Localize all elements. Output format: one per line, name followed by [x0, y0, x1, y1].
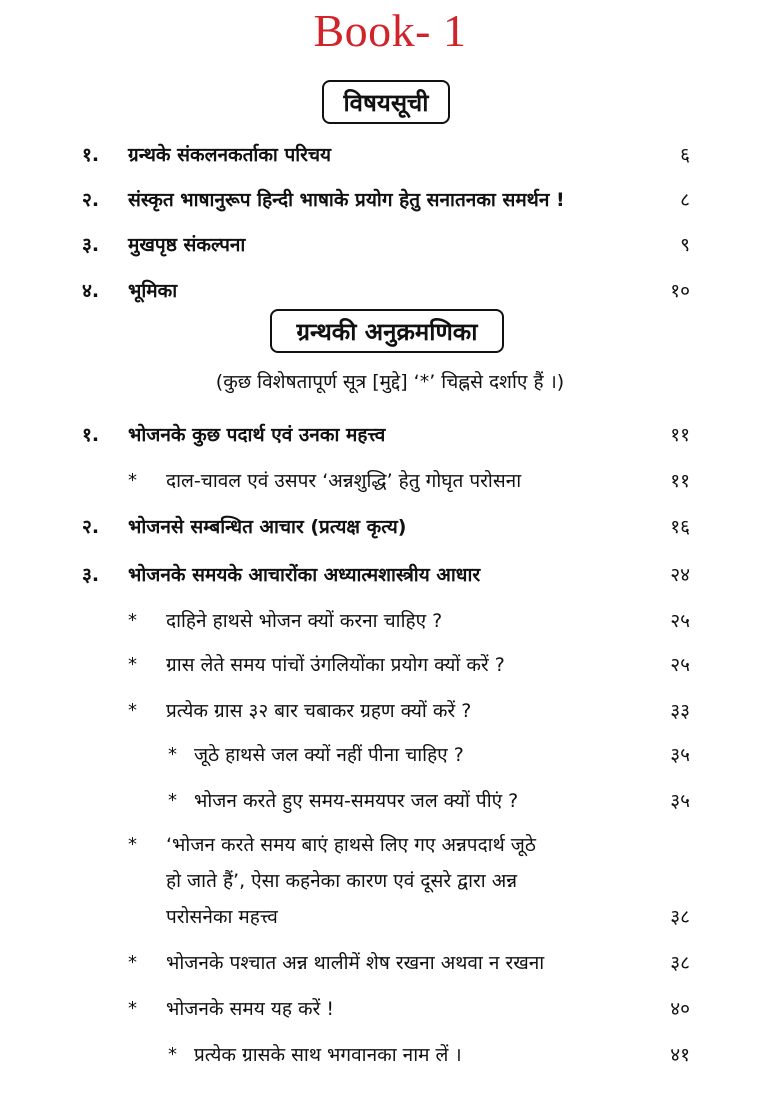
contents-heading-box	[322, 80, 450, 124]
entry-page: ३३	[670, 700, 690, 722]
entry-title: भूमिका	[128, 280, 178, 302]
entry-page: १०	[670, 280, 690, 302]
entry-page: ४१	[670, 1044, 690, 1066]
entry-title: दाहिने हाथसे भोजन क्यों करना चाहिए ?	[166, 610, 443, 632]
entry-page: ११	[670, 470, 690, 492]
entry-number: ३.	[82, 234, 100, 256]
index-heading: ग्रन्थकी अनुक्रमणिका	[296, 317, 478, 346]
index-row[interactable]	[0, 606, 780, 636]
entry-page: २४	[670, 564, 690, 586]
asterisk-marker-icon: *	[128, 654, 137, 675]
entry-title: भोजन करते हुए समय-समयपर जल क्यों पीएं ?	[194, 790, 519, 812]
entry-number: २.	[82, 189, 100, 211]
contents-row[interactable]	[0, 140, 780, 170]
entry-page: ३८	[670, 906, 690, 928]
index-row[interactable]	[0, 420, 780, 450]
entry-title: ग्रास लेते समय पांचों उंगलियोंका प्रयोग क्यों करें ?	[166, 654, 505, 676]
index-row[interactable]	[0, 560, 780, 590]
entry-title: ग्रन्थके संकलनकर्ताका परिचय	[128, 144, 332, 166]
index-row[interactable]	[0, 786, 780, 816]
entry-page: ८	[680, 189, 690, 211]
contents-heading: विषयसूची	[343, 88, 429, 117]
index-row[interactable]	[0, 650, 780, 680]
entry-title: प्रत्येक ग्रासके साथ भगवानका नाम लें ।	[194, 1044, 462, 1066]
entry-number: ४.	[82, 280, 100, 302]
entry-page: ९	[680, 234, 690, 256]
index-row[interactable]	[0, 696, 780, 726]
entry-page: ३५	[670, 744, 690, 766]
entry-title: संस्कृत भाषानुरूप हिन्दी भाषाके प्रयोग हेतु सनातनका समर्थन !	[128, 189, 565, 211]
entry-page: ३५	[670, 790, 690, 812]
entry-page: ११	[670, 424, 690, 446]
entry-title-line-3: परोसनेका महत्त्व	[166, 906, 278, 928]
entry-number: २.	[82, 516, 100, 538]
contents-row[interactable]	[0, 276, 780, 306]
entry-title: भोजनसे सम्बन्धित आचार (प्रत्यक्ष कृत्य)	[128, 516, 407, 538]
index-row[interactable]	[0, 512, 780, 542]
asterisk-marker-icon: *	[128, 470, 137, 491]
entry-title-line-2: हो जाते हैं’, ऐसा कहनेका कारण एवं दूसरे द्वारा अन्न	[166, 870, 518, 892]
index-row-multiline[interactable]	[0, 830, 780, 930]
entry-title: भोजनके पश्चात अन्न थालीमें शेष रखना अथवा न रखना	[166, 952, 545, 974]
entry-title: जूठे हाथसे जल क्यों नहीं पीना चाहिए ?	[194, 744, 464, 766]
asterisk-marker-icon: *	[128, 952, 137, 973]
index-row[interactable]	[0, 1040, 780, 1070]
entry-page: १६	[670, 516, 690, 538]
entry-number: ३.	[82, 564, 100, 586]
entry-title: प्रत्येक ग्रास ३२ बार चबाकर ग्रहण क्यों करें ?	[166, 700, 472, 722]
index-row[interactable]	[0, 948, 780, 978]
book-label: Book- 1	[313, 5, 467, 56]
index-note: (कुछ विशेषतापूर्ण सूत्र [मुद्दे] ‘*’ चिह्नसे दर्शाए हैं ।)	[215, 371, 565, 393]
index-heading-box	[270, 309, 504, 353]
asterisk-marker-icon: *	[168, 790, 177, 811]
entry-title-line-1: ‘भोजन करते समय बाएं हाथसे लिए गए अन्नपदार्थ जूठे	[166, 834, 536, 856]
entry-page: ४०	[670, 998, 690, 1020]
index-row[interactable]	[0, 740, 780, 770]
entry-title: मुखपृष्ठ संकल्पना	[128, 234, 246, 256]
asterisk-marker-icon: *	[128, 700, 137, 721]
entry-page: २५	[670, 654, 690, 676]
asterisk-marker-icon: *	[128, 998, 137, 1019]
index-row[interactable]	[0, 466, 780, 496]
entry-number: १.	[82, 424, 100, 446]
asterisk-marker-icon: *	[128, 834, 137, 855]
asterisk-marker-icon: *	[128, 610, 137, 631]
entry-title: भोजनके समयके आचारोंका अध्यात्मशास्त्रीय आधार	[128, 564, 481, 586]
entry-page: ६	[680, 144, 690, 166]
asterisk-marker-icon: *	[168, 744, 177, 765]
entry-title: दाल-चावल एवं उसपर ‘अन्नशुद्धि’ हेतु गोघृत परोसना	[166, 470, 522, 492]
entry-number: १.	[82, 144, 100, 166]
asterisk-marker-icon: *	[168, 1044, 177, 1065]
entry-page: ३८	[670, 952, 690, 974]
contents-row[interactable]	[0, 230, 780, 260]
index-row[interactable]	[0, 994, 780, 1024]
entry-title: भोजनके समय यह करें !	[166, 998, 334, 1020]
entry-page: २५	[670, 610, 690, 632]
contents-row[interactable]	[0, 185, 780, 215]
entry-title: भोजनके कुछ पदार्थ एवं उनका महत्त्व	[128, 424, 386, 446]
